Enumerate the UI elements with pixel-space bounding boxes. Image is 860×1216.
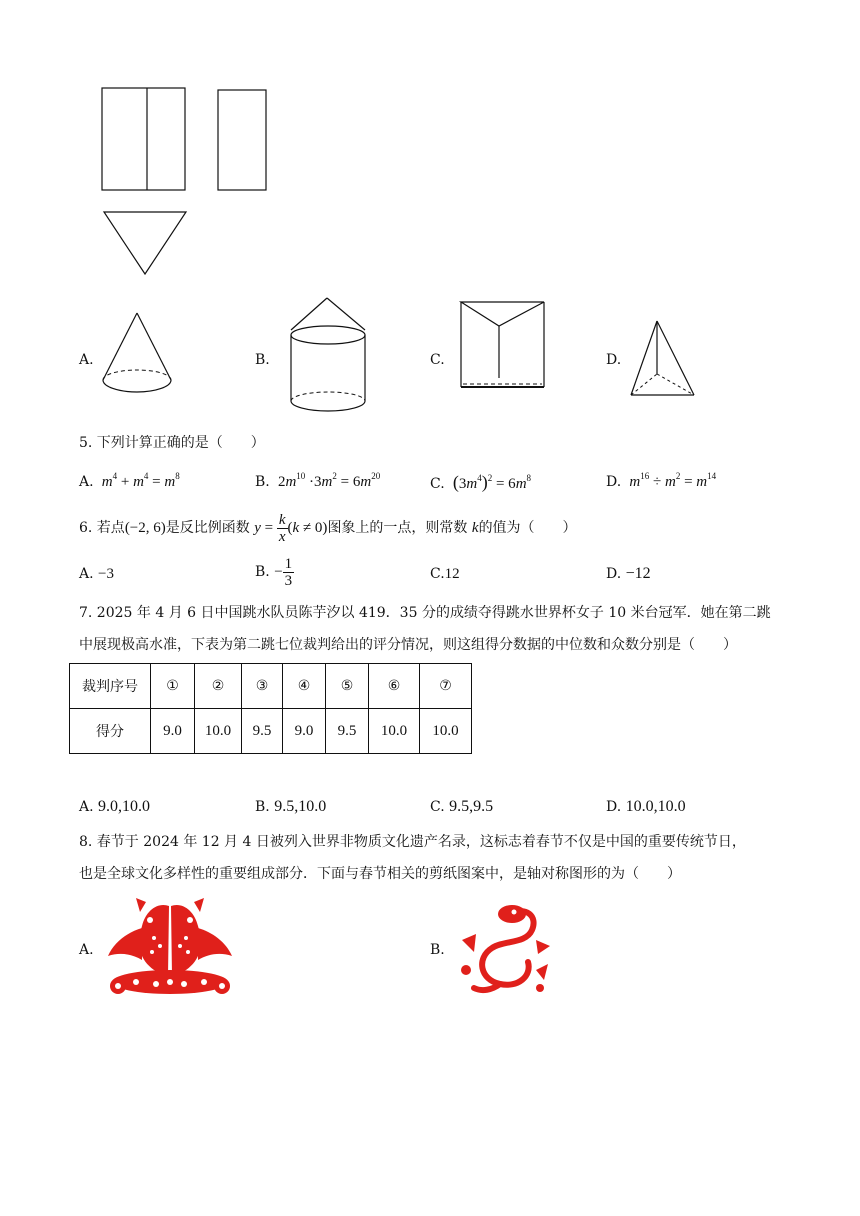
prism-back-dashed-edge [458, 298, 548, 393]
q6-point: (−2, 6) [124, 520, 166, 536]
q7-option-b[interactable]: B. 9.5,10.0 [255, 798, 327, 815]
q5-option-d[interactable] [606, 472, 716, 492]
score-cell: 10.0 [369, 709, 420, 754]
q6-option-c[interactable]: C.12 [430, 566, 460, 582]
q8-stem-line-2: 也是全球文化多样性的重要组成部分．下面与春节相关的剪纸图案中，是轴对称图形的为（ ） [79, 866, 681, 882]
q5-stem: 5. 下列计算正确的是（ ） [79, 435, 265, 451]
table-row [70, 709, 472, 754]
judge-cell: ⑥ [369, 664, 420, 709]
q5-option-c-label: C. [430, 476, 445, 492]
q5-option-a-label: A. [79, 474, 94, 490]
q5-option-a[interactable] [79, 472, 180, 492]
q5-option-c-expr: $(3m^4)^2 = 6m^8$ [452, 472, 532, 492]
q8-option-a-label[interactable]: A. [79, 942, 94, 958]
judge-cell: ④ [283, 664, 326, 709]
q5-option-b[interactable] [255, 472, 380, 492]
q7-stem-line-2: 中展现极高水准，下表为第二跳七位裁判给出的评分情况，则这组得分数据的中位数和众数分别是（ ） [79, 637, 737, 653]
cylinder-with-cone-solid [285, 295, 375, 420]
q4-option-a-label[interactable]: A. [79, 352, 94, 368]
q4-option-d-label[interactable]: D. [606, 352, 622, 368]
cone-solid [100, 310, 180, 405]
q5-option-d-label: D. [606, 474, 622, 490]
q5-option-b-expr: $2m^{10} \cdot 3m^2 = 6m^{20}$ [277, 471, 381, 490]
q6-option-a[interactable]: A. −3 [79, 566, 114, 582]
score-cell: 9.0 [283, 709, 326, 754]
q5-option-d-expr: $m^{16} \div m^2 = m^{14}$ [625, 471, 717, 490]
judge-cell: ③ [242, 664, 283, 709]
front-view [102, 88, 185, 190]
q7-option-a[interactable]: A. 9.0,10.0 [79, 798, 151, 815]
judge-cell: ① [151, 664, 195, 709]
table-row [70, 664, 472, 709]
top-view [104, 212, 186, 274]
q5-option-c[interactable] [430, 472, 531, 494]
judge-cell: ⑦ [420, 664, 472, 709]
score-cell: 10.0 [420, 709, 472, 754]
q6-function: y = $\frac{k}{x}$ (k ≠ 0) [254, 512, 328, 546]
triangular-pyramid-solid [628, 318, 698, 400]
q4-option-c-label[interactable]: C. [430, 352, 445, 368]
q6-stem: 6. 若点(−2, 6)是反比例函数 y = $\frac{k}{x}$ (k ≠ 0)图象上的一点，则常数 k的值为（ ） [79, 512, 577, 546]
table-row-label: 得分 [70, 709, 151, 754]
score-cell: 9.5 [326, 709, 369, 754]
paper-cut-snake-icon[interactable] [452, 900, 552, 996]
q4-option-b-label[interactable]: B. [255, 352, 270, 368]
paper-cut-twin-fish-icon[interactable] [106, 898, 234, 996]
q8-stem-line-1: 8. 春节于 2024 年 12 月 4 日被列入世界非物质文化遗产名录，这标志着春节不仅是中国的重要传统节日， [79, 834, 746, 850]
q5-option-b-label: B. [255, 474, 270, 490]
table-header-label: 裁判序号 [70, 664, 151, 709]
side-view [218, 90, 266, 190]
judge-cell: ⑤ [326, 664, 369, 709]
q6-option-b[interactable]: B. − $\frac{1}{3}$ [255, 555, 293, 589]
score-cell: 10.0 [195, 709, 242, 754]
q7-score-table [69, 663, 472, 754]
q6-option-d[interactable]: D. −12 [606, 565, 651, 582]
judge-cell: ② [195, 664, 242, 709]
q5-option-a-expr: $m^4 + m^4 = m^8$ [98, 471, 180, 490]
q7-option-c[interactable]: C. 9.5,9.5 [430, 798, 494, 815]
score-cell: 9.5 [242, 709, 283, 754]
three-view-drawing [0, 0, 860, 290]
q7-option-d[interactable]: D. 10.0,10.0 [606, 798, 686, 815]
q7-stem-line-1: 7. 2025 年 4 月 6 日中国跳水队员陈芋汐以 419．35 分的成绩夺得跳水世界杯女子 10 米台冠军．她在第二跳 [79, 605, 771, 621]
q8-option-b-label[interactable]: B. [430, 942, 445, 958]
score-cell: 9.0 [151, 709, 195, 754]
